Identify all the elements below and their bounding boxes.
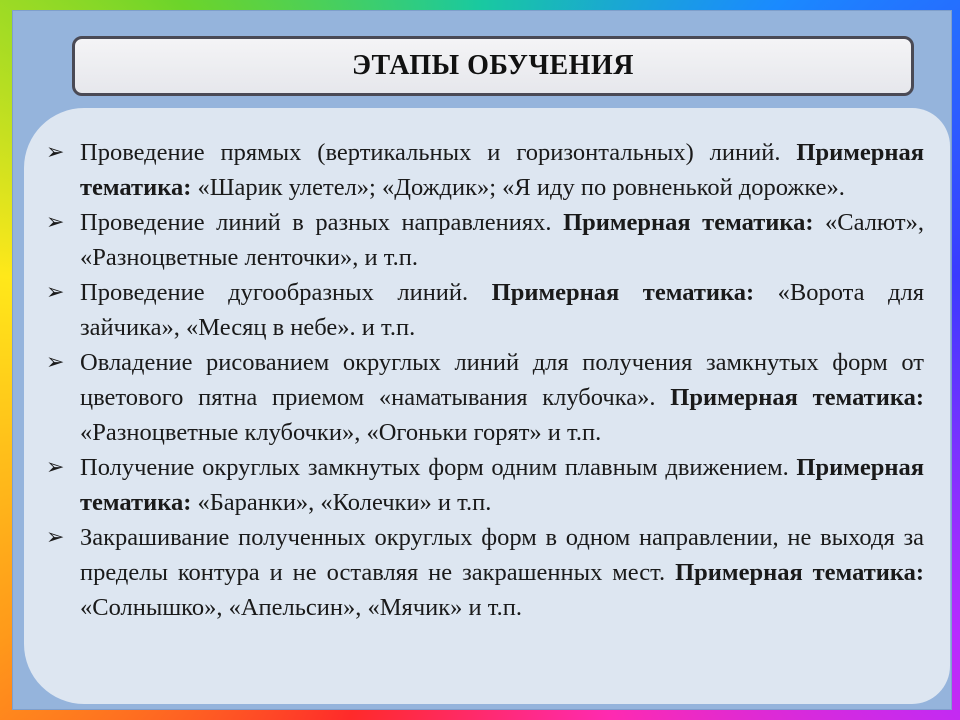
arrow-bullet-icon: ➢ [46,210,65,235]
list-item: ➢ Получение округлых замкнутых форм одним плавным движением. Примерная тематика: «Баранки», «Колечки» и т.п. [46,450,924,520]
list-item: ➢ Проведение линий в разных направлениях. Примерная тематика: «Салют», «Разноцветные ленточки», и т.п. [46,205,924,275]
arrow-bullet-icon: ➢ [46,525,65,550]
title-box [72,36,914,96]
arrow-bullet-icon: ➢ [46,455,65,480]
list-item: ➢ Проведение дугообразных линий. Примерная тематика: «Ворота для зайчика», «Месяц в небе». и т.п. [46,275,924,345]
slide-title: ЭТАПЫ ОБУЧЕНИЯ [352,50,634,81]
arrow-bullet-icon: ➢ [46,280,65,305]
list-item: ➢ Проведение прямых (вертикальных и горизонтальных) линий. Примерная тематика: «Шарик улетел»; «Дождик»; «Я иду по ровненькой дорожке». [46,135,924,205]
list-item: ➢ Овладение рисованием округлых линий для получения замкнутых форм от цветового пятна приемом «наматывания клубочка». Примерная тематика: «Разноцветные клубочки», «Огоньки горят» и т.п. [46,345,924,450]
bullet-list [46,135,924,625]
arrow-bullet-icon: ➢ [46,140,65,165]
list-item: ➢ Закрашивание полученных округлых форм в одном направлении, не выходя за пределы контура и не оставляя не закрашенных мест. Примерная тематика: «Солнышко», «Апельсин», «Мячик» и т.п. [46,520,924,625]
arrow-bullet-icon: ➢ [46,350,65,375]
